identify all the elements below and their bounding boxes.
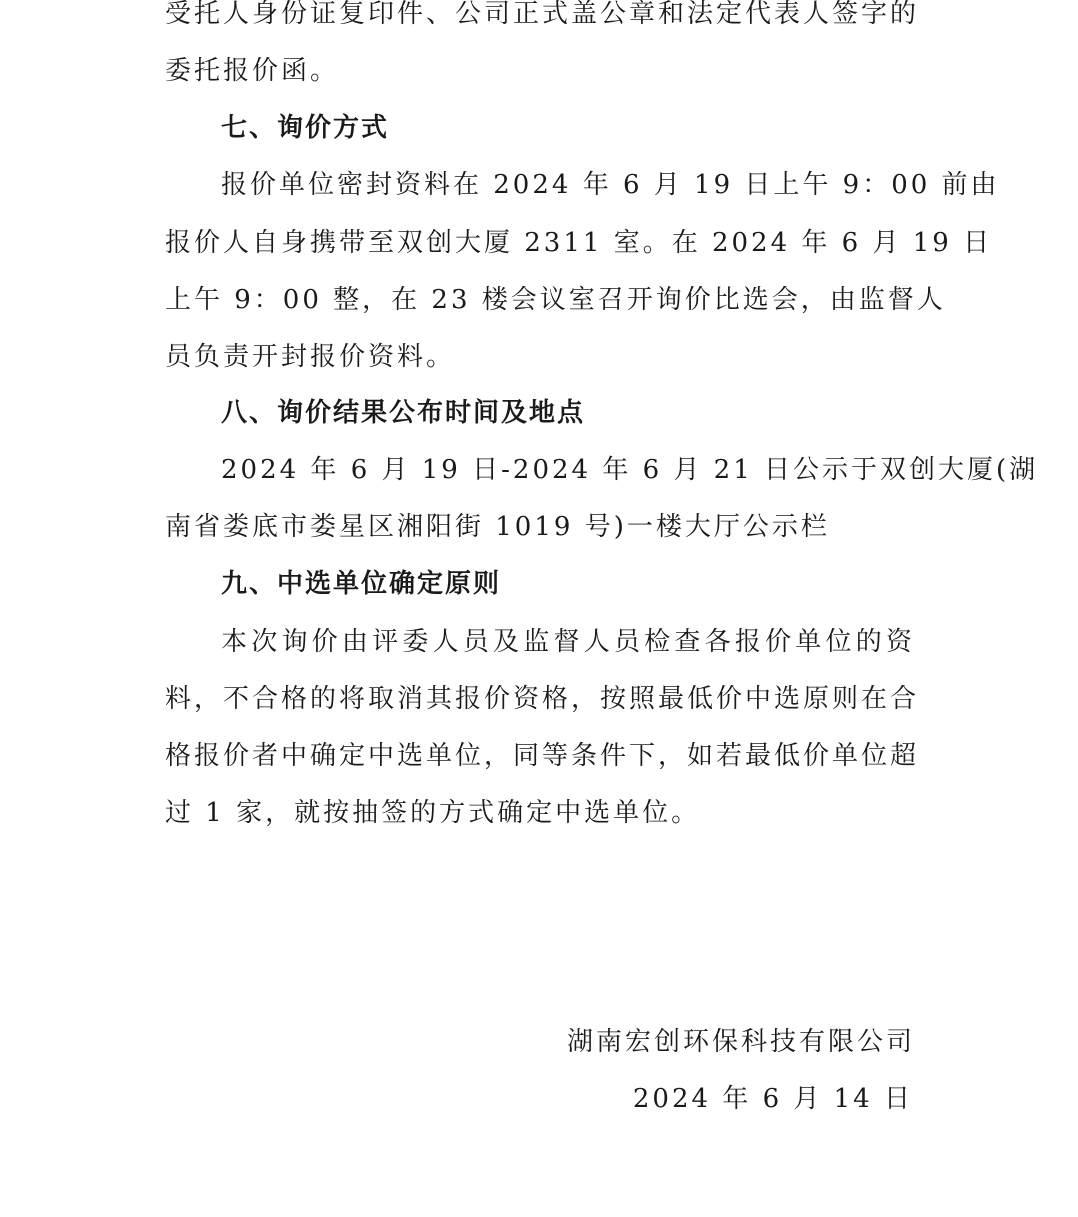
signature-company: 湖南宏创环保科技有限公司 bbox=[566, 1027, 915, 1057]
section7-heading: 七、询价方式 bbox=[221, 113, 390, 143]
section7-line-2: 报价人自身携带至双创大厦 2311 室。在 2024 年 6 月 19 日 bbox=[165, 228, 993, 258]
section9-line-4: 过 1 家，就按抽签的方式确定中选单位。 bbox=[165, 798, 701, 828]
section9-line-1: 本次询价由评委人员及监督人员检查各报价单位的资 bbox=[221, 627, 915, 657]
section6-tail-line-2: 委托报价函。 bbox=[165, 56, 340, 86]
section9-line-3: 格报价者中确定中选单位，同等条件下，如若最低价单位超 bbox=[165, 741, 920, 771]
signature-date: 2024 年 6 月 14 日 bbox=[632, 1084, 913, 1114]
section8-line-1: 2024 年 6 月 19 日-2024 年 6 月 21 日公示于双创大厦(湖 bbox=[221, 455, 1039, 485]
section6-tail-line-1: 受托人身份证复印件、公司正式盖公章和法定代表人签字的 bbox=[165, 0, 920, 29]
section8-heading: 八、询价结果公布时间及地点 bbox=[221, 398, 586, 428]
section7-line-4: 员负责开封报价资料。 bbox=[165, 342, 456, 372]
section9-heading: 九、中选单位确定原则 bbox=[221, 569, 502, 599]
section8-line-2: 南省娄底市娄星区湘阳街 1019 号)一楼大厅公示栏 bbox=[165, 512, 830, 542]
section7-line-1: 报价单位密封资料在 2024 年 6 月 19 日上午 9：00 前由 bbox=[221, 170, 1000, 200]
section9-line-2: 料，不合格的将取消其报价资格，按照最低价中选原则在合 bbox=[165, 684, 920, 714]
section7-line-3: 上午 9：00 整，在 23 楼会议室召开询价比选会，由监督人 bbox=[165, 285, 946, 315]
